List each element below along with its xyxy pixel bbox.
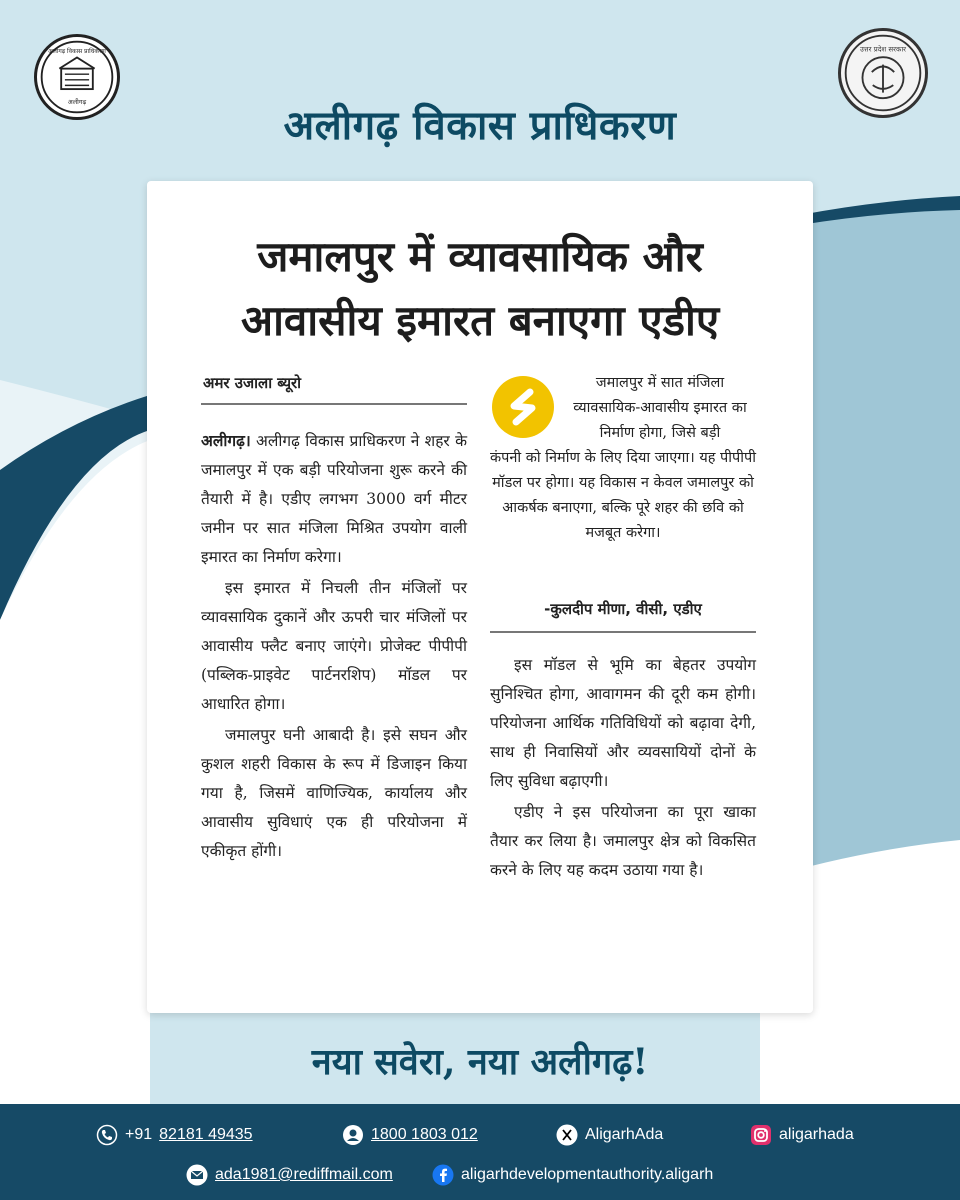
footer [0, 1104, 960, 1200]
up-emblem-text: उत्तर प्रदेश सरकार [859, 45, 907, 54]
headline-line-1: जमालपुर में व्यावसायिक और [257, 232, 703, 281]
phone-prefix: +91 [125, 1126, 153, 1143]
helpline-icon [342, 1124, 364, 1146]
instagram-contact[interactable] [750, 1124, 854, 1146]
facebook-contact[interactable] [432, 1164, 713, 1186]
instagram-icon [750, 1124, 772, 1146]
paragraph-5: एडीए ने इस परियोजना का पूरा खाका तैयार कर लिया है। जमालपुर क्षेत्र को विकसित करने के लिए यह कदम उठाया गया है। [490, 803, 756, 879]
headline-line-2: आवासीय इमारत बनाएगा एडीए [240, 296, 720, 345]
byline: अमर उजाला ब्यूरो [203, 374, 302, 392]
instagram-handle: aligarhada [779, 1126, 854, 1143]
paragraph-3: जमालपुर घनी आबादी है। इसे सघन और कुशल शहरी विकास के रूप में डिजाइन किया गया है, जिसमें वाणिज्यिक, कार्यालय और आवासीय सुविधाएं एक ही परियोजना में एकीकृत होंगी। [201, 726, 467, 860]
paragraph-1: अलीगढ़ विकास प्राधिकरण ने शहर के जमालपुर में एक बड़ी परियोजना शुरू करने की तैयारी में है। एडीए लगभग 3000 वर्ग मीटर जमीन पर सात मंजिला मिश्रित उपयोग वाली इमारत का निर्माण करेगा। [201, 432, 467, 566]
email-icon [186, 1164, 208, 1186]
phone-icon [96, 1124, 118, 1146]
x-logo-icon [556, 1124, 578, 1146]
quote-divider [490, 631, 756, 633]
ada-logo-text: अलीगढ़ विकास प्राधिकरण [48, 47, 106, 55]
x-contact[interactable] [556, 1124, 663, 1146]
email-contact[interactable] [186, 1164, 393, 1186]
dateline: अलीगढ़। [201, 431, 251, 450]
article-right-column [490, 651, 756, 887]
byline-divider [201, 403, 467, 405]
helpline-contact[interactable] [342, 1124, 478, 1146]
quote-author: -कुलदीप मीणा, वीसी, एडीए [544, 600, 702, 618]
facebook-handle: aligarhdevelopmentauthority.aligarh [461, 1166, 714, 1183]
quote-text-part-2: कंपनी को निर्माण के लिए दिया जाएगा। यह पीपीपी मॉडल पर होगा। यह विकास न केवल जमालपुर को आकर्षक बनाएगा, बल्कि पूरे शहर की छवि को मजबूत करेगा। [489, 450, 757, 541]
article-left-column [201, 426, 467, 868]
page-title: अलीगढ़ विकास प्राधिकरण [283, 102, 677, 149]
email-link[interactable]: ada1981@rediffmail.com [215, 1166, 393, 1183]
quote-box [487, 371, 759, 546]
phone-number-link[interactable]: 82181 49435 [159, 1126, 253, 1143]
ada-logo-city: अलीगढ़ [67, 97, 87, 106]
newspaper-clipping [147, 181, 813, 1013]
helpline-number-link[interactable]: 1800 1803 012 [371, 1126, 478, 1143]
phone-contact[interactable] [96, 1124, 253, 1146]
quote-text-part-1: जमालपुर में सात मंजिला व्यावसायिक-आवासीय इमारत का निर्माण होगा, जिसे बड़ी [573, 375, 747, 441]
facebook-icon [432, 1164, 454, 1186]
paragraph-4: इस मॉडल से भूमि का बेहतर उपयोग सुनिश्चित होगा, आवागमन की दूरी कम होगी। परियोजना आर्थिक गतिविधियों को बढ़ावा देगी, साथ ही निवासियों और व्यवसायियों दोनों के लिए सुविधा बढ़ाएगी। [490, 656, 756, 790]
x-handle: AligarhAda [585, 1126, 664, 1143]
tagline: नया सवेरा, नया अलीगढ़! [311, 1041, 649, 1083]
paragraph-2: इस इमारत में निचली तीन मंजिलों पर व्यावसायिक दुकानें और ऊपरी चार मंजिलों पर आवासीय फ्लैट बनाए जाएंगे। प्रोजेक्ट पीपीपी (पब्लिक-प्राइवेट पार्टनरशिप) मॉडल पर आधारित होगा। [201, 579, 467, 713]
